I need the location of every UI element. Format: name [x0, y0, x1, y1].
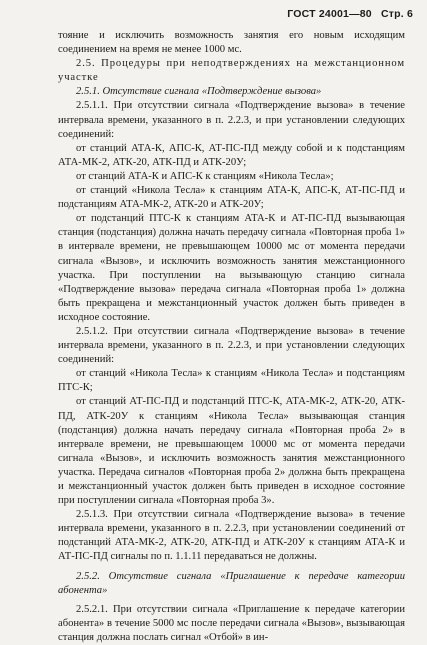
paragraph: тояние и исключить возможность занятия его новым исходящим соединением на время не менее 1000 мс.: [58, 30, 405, 56]
paragraph: 2.5.1.3. При отсутствии сигнала «Подтверждение вызова» в течение интервала времени, указанного в п. 2.2.3, при установлении соединений от подстанций АТА-МК-2, АТК-20, АТК-ПД и АТК-20У к станциям АТА-К и АТ-ПС-ПД сигналы по п. 1.1.11 передаваться не должны.: [58, 509, 405, 563]
subsection-heading: 2.5.1. Отсутствие сигнала «Подтверждение вызова»: [76, 86, 322, 98]
paragraph: 2.5.1.1. При отсутствии сигнала «Подтверждение вызова» в течение интервала времени, указанного в п. 2.2.3, и при установлении следующих соединений:: [58, 100, 405, 140]
page-header: [281, 8, 413, 20]
paragraph: 2.5.1.2. При отсутствии сигнала «Подтверждение вызова» в течение интервала времени, указанного в п. 2.2.3, и при установлении следующих соединений:: [58, 325, 405, 366]
list-item: от станций АТ-ПС-ПД и подстанций ПТС-К, АТА-МК-2, АТК-20, АТК-ПД, АТК-20У к станциям «Никола Тесла» вызывающая станция (подстанция) должна начать передачу сигнала «Повторная проба 2» в интервале времени, не превышающем 10000 мс от момента передачи сигнала «Вызов», и исключить возможность занятия межстанционного участка. Передача сигналов «Повторная проба 2» должна быть прекращена и межстанционный участок должен быть приведен в исходное состояние при поступлении сигнала «Повторная проба 3».: [58, 396, 405, 507]
list-item: от станций АТА-К и АПС-К к станциям «Никола Тесла»;: [76, 170, 334, 182]
paragraph: 2.5.2.1. При отсутствии сигнала «Приглашение к передаче категории абонента» в течение 5000 мс после передачи сигнала «Вызов», вызывающая станция должна послать сигнал «Отбой» в ин-: [58, 603, 405, 643]
list-item: от станций «Никола Тесла» к станциям «Никола Тесла» и подстанциям ПТС-К;: [58, 368, 405, 394]
subsection-heading: 2.5.2. Отсутствие сигнала «Приглашение к передаче категории абонента»: [58, 570, 405, 596]
body-text: [58, 29, 405, 645]
page-number: Стр. 6: [380, 8, 413, 20]
list-item: от станций «Никола Тесла» к станциям АТА-К, АПС-К, АТ-ПС-ПД и подстанциям АТА-МК-2, АТК-20 и АТК-20У;: [58, 185, 405, 211]
section-heading: 2.5. Процедуры при неподтверждениях на межстанционном участке: [58, 58, 405, 84]
standard-number: ГОСТ 24001—80: [287, 8, 372, 20]
list-item: от подстанций ПТС-К к станциям АТА-К и АТ-ПС-ПД вызывающая станция (подстанция) должна начать передачу сигнала «Повторная проба 1» в интервале времени, не превышающем 10000 мс от момента передачи сигнала «Вызов», и исключить возможность занятия межстанционного участка. При поступлении на вызывающую станцию сигнала «Подтверждение вызова» передача сигнала «Повторная проба 1» должна быть прекращена и межстанционный участок должен быть приведен в исходное состояние.: [58, 213, 405, 323]
list-item: от станций АТА-К, АПС-К, АТ-ПС-ПД между собой и к подстанциям АТА-МК-2, АТК-20, АТК-ПД и АТК-20У;: [58, 142, 405, 168]
